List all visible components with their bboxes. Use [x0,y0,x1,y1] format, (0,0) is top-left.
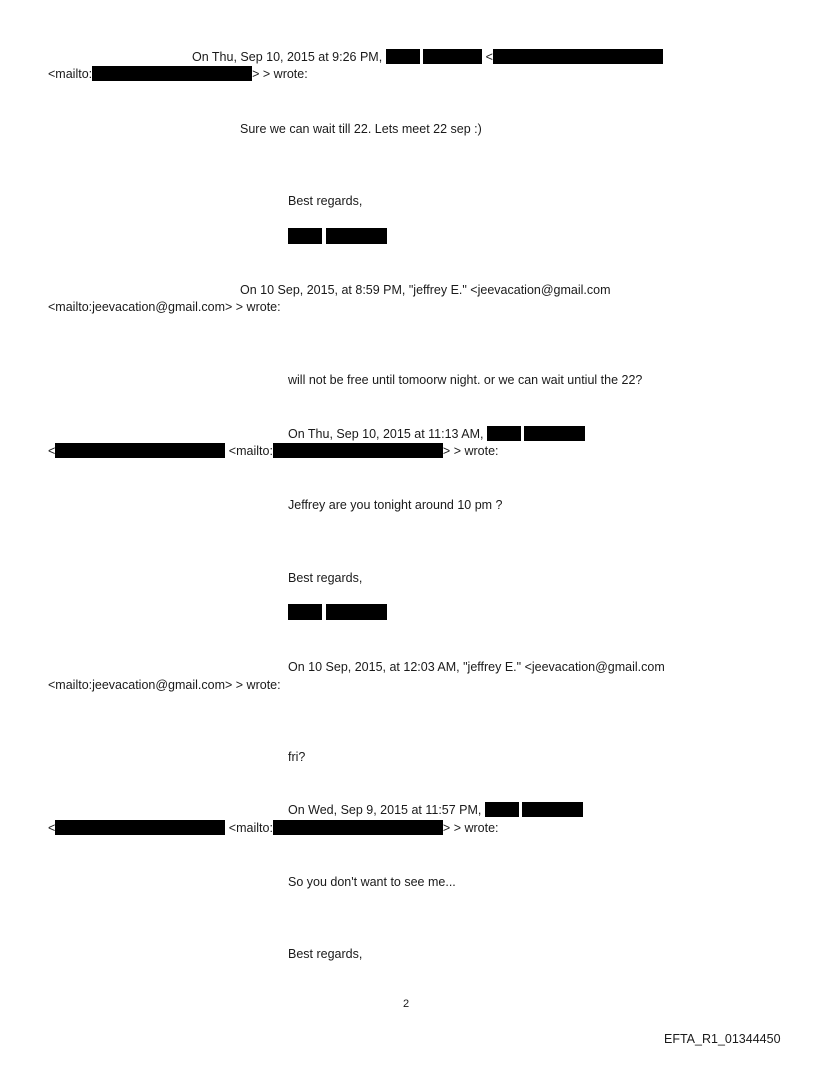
header-text: <mailto: [228,444,273,458]
redaction-bar [92,66,252,81]
redaction-bar [386,49,420,64]
redaction-bar [487,426,521,441]
document-id: EFTA_R1_01344450 [664,1032,781,1046]
message-body: will not be free until tomoorw night. or we can wait untiul the 22? [288,373,643,387]
email-header [192,49,663,65]
signoff: Best regards, [288,947,363,961]
header-text: On Wed, Sep 9, 2015 at 11:57 PM, [288,803,482,817]
redaction-bar [524,426,585,441]
message-body: Sure we can wait till 22. Lets meet 22 sep :) [240,122,482,136]
email-header [288,426,585,442]
email-header [288,802,583,818]
redaction-bar [326,604,387,620]
page-number: 2 [403,998,410,1010]
message-body: So you don't want to see me... [288,875,456,889]
email-header-continued [48,820,499,836]
redaction-bar [288,604,322,620]
message-body: Jeffrey are you tonight around 10 pm ? [288,498,503,512]
header-text: > > wrote: [252,67,308,81]
header-text: > > wrote: [442,444,499,458]
redaction-bar [273,820,443,835]
header-text: <mailto: [48,67,93,81]
redaction-bar [493,49,663,64]
redaction-bar [326,228,387,244]
signoff: Best regards, [288,194,363,208]
redaction-bar [55,443,225,458]
header-text: On Thu, Sep 10, 2015 at 11:13 AM, [288,427,484,441]
signoff: Best regards, [288,571,363,585]
redaction-bar [423,49,482,64]
redaction-bar [55,820,225,835]
header-text: > > wrote: [442,821,499,835]
header-text: < [48,444,56,458]
header-text: On Thu, Sep 10, 2015 at 9:26 PM, [192,50,383,64]
email-header: On 10 Sep, 2015, at 12:03 AM, "jeffrey E." <jeevacation@gmail.com [288,660,665,674]
redaction-bar [522,802,583,817]
email-header-continued [48,443,499,459]
email-header: On 10 Sep, 2015, at 8:59 PM, "jeffrey E." <jeevacation@gmail.com [240,283,611,297]
message-body: fri? [288,750,306,764]
redaction-bar [273,443,443,458]
email-header-continued: <mailto:jeevacation@gmail.com> > wrote: [48,678,281,692]
email-header-continued [48,66,308,82]
redaction-bar [485,802,519,817]
email-header-continued: <mailto:jeevacation@gmail.com> > wrote: [48,300,281,314]
header-text: < [48,821,56,835]
header-text: <mailto: [228,821,273,835]
redaction-bar [288,228,322,244]
header-text: < [485,50,493,64]
